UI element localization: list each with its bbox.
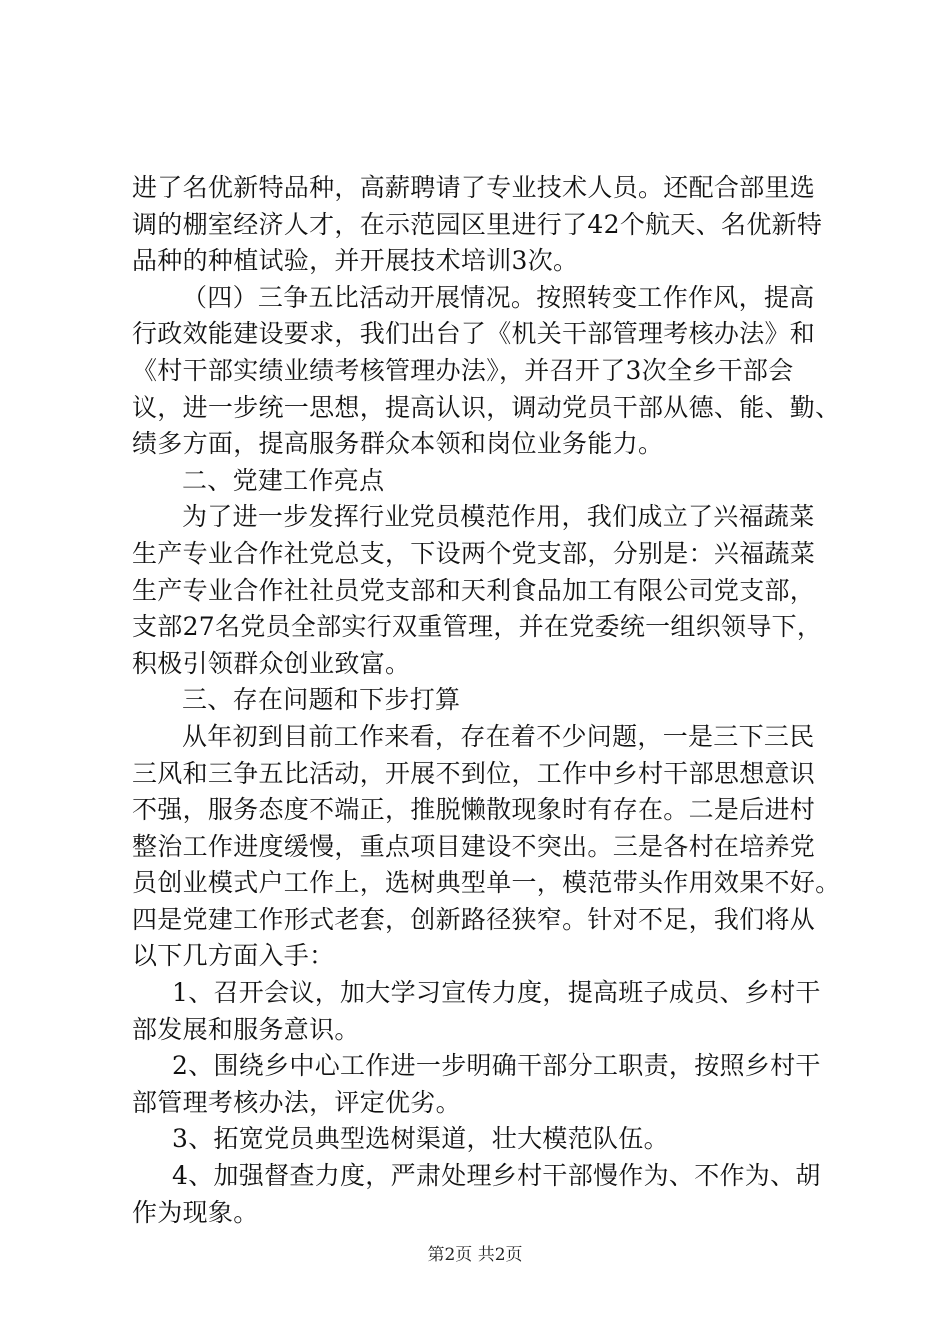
text-line: 《村干部实绩业绩考核管理办法》，并召开了3次全乡干部会 [132, 355, 794, 385]
text-line: 员创业模式户工作上，选树典型单一，模范带头作用效果不好。 [132, 868, 841, 898]
text-line: 生产专业合作社社员党支部和天利食品加工有限公司党支部， [132, 575, 816, 605]
list-item-1: 1、召开会议，加大学习宣传力度，提高班子成员、乡村干 [172, 978, 821, 1008]
text-line: 作为现象。 [132, 1197, 259, 1227]
text-line: 整治工作进度缓慢，重点项目建设不突出。三是各村在培养党 [132, 831, 816, 861]
text-line: 部管理考核办法，评定优劣。 [132, 1087, 461, 1117]
text-line: 行政效能建设要求，我们出台了《机关干部管理考核办法》和 [132, 319, 816, 349]
text-line: 议，进一步统一思想，提高认识，调动党员干部从德、能、勤、 [132, 392, 841, 422]
text-line: 三风和三争五比活动，开展不到位，工作中乡村干部思想意识 [132, 758, 816, 788]
list-item-2: 2、围绕乡中心工作进一步明确干部分工职责，按照乡村干 [172, 1051, 821, 1081]
text-line: 调的棚室经济人才，在示范园区里进行了42个航天、名优新特 [132, 209, 823, 239]
text-line: 品种的种植试验，并开展技术培训3次。 [132, 246, 579, 276]
text-line: 从年初到目前工作来看，存在着不少问题，一是三下三民 [182, 721, 815, 751]
text-line: 积极引领群众创业致富。 [132, 648, 411, 678]
text-line: 为了进一步发挥行业党员模范作用，我们成立了兴福蔬菜 [182, 502, 815, 532]
text-line: 绩多方面，提高服务群众本领和岗位业务能力。 [132, 429, 664, 459]
text-line: 不强，服务态度不端正，推脱懒散现象时有存在。二是后进村 [132, 795, 816, 825]
text-line: 生产专业合作社党总支，下设两个党支部，分别是：兴福蔬菜 [132, 538, 816, 568]
list-item-4: 4、加强督查力度，严肃处理乡村干部慢作为、不作为、胡 [172, 1161, 821, 1191]
text-line: 进了名优新特品种，高薪聘请了专业技术人员。还配合部里选 [132, 173, 816, 202]
text-line: 部发展和服务意识。 [132, 1014, 360, 1044]
page-footer: 第2页 共2页 [427, 1245, 523, 1265]
document-body [132, 170, 841, 1231]
text-line: 以下几方面入手： [132, 941, 335, 971]
section-heading-2: 二、党建工作亮点 [182, 465, 385, 495]
text-line: 支部27名党员全部实行双重管理，并在党委统一组织领导下， [132, 612, 823, 642]
text-line: 四是党建工作形式老套，创新路径狭窄。针对不足，我们将从 [132, 904, 816, 934]
list-item-3: 3、拓宽党员典型选树渠道，壮大模范队伍。 [172, 1124, 669, 1154]
section-heading-4: （四）三争五比活动开展情况。按照转变工作作风，提高 [182, 282, 815, 312]
section-heading-3: 三、存在问题和下步打算 [182, 685, 461, 715]
